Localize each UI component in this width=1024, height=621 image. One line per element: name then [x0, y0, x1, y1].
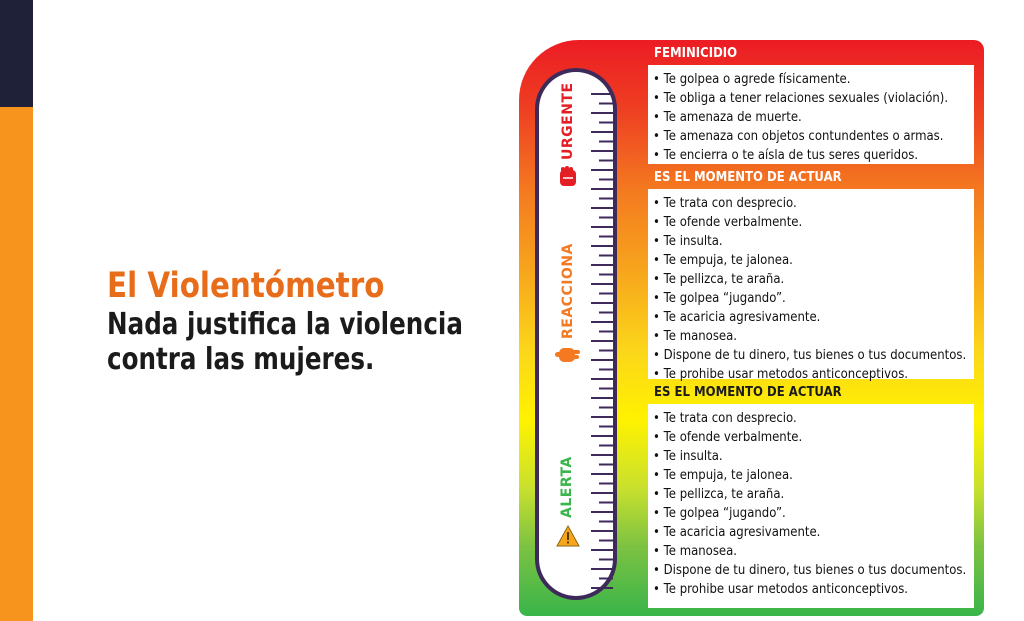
list-item: • Te trata con desprecio.: [653, 411, 797, 426]
list-item: • Te ofende verbalmente.: [653, 430, 803, 445]
list-item: • Te prohibe usar metodos anticonceptivos.: [653, 367, 909, 382]
headline-block: [107, 265, 507, 377]
list-item: • Te golpea o agrede físicamente.: [653, 72, 851, 87]
list-item: • Te pellizca, te araña.: [653, 487, 785, 502]
list-feminicidio: [648, 65, 974, 164]
list-item: • Te acaricia agresivamente.: [653, 525, 821, 540]
fist-icon: [557, 164, 579, 190]
list-item: • Dispone de tu dinero, tus bienes o tus documentos.: [653, 563, 967, 578]
gauge-label-reacciona: REACCIONA: [560, 243, 576, 339]
list-item: • Te golpea “jugando”.: [653, 291, 786, 306]
list-item: • Te manosea.: [653, 329, 738, 344]
list-item: • Te empuja, te jalonea.: [653, 468, 793, 483]
list-actuar-2: [648, 404, 974, 608]
headline-line-2: contra las mujeres.: [107, 342, 375, 377]
gauge-label-alerta: ALERTA: [559, 456, 575, 518]
list-item: • Te insulta.: [653, 449, 723, 464]
list-item: • Te encierra o te aísla de tus seres queridos.: [653, 148, 919, 163]
hand-icon: [555, 344, 581, 366]
list-item: • Te amenaza de muerte.: [653, 110, 802, 125]
list-item: • Te ofende verbalmente.: [653, 215, 803, 230]
section-heading-actuar-2: ES EL MOMENTO DE ACTUAR: [654, 385, 842, 400]
section-heading-feminicidio: FEMINICIDIO: [654, 46, 738, 61]
headline-line-1: Nada justifica la violencia: [107, 307, 463, 342]
list-item: • Te obliga a tener relaciones sexuales (violación).: [653, 91, 949, 106]
warning-icon: [556, 524, 580, 548]
list-item: • Dispone de tu dinero, tus bienes o tus documentos.: [653, 348, 967, 363]
left-accent-bar-dark: [0, 0, 33, 107]
headline-title: El Violentómetro: [107, 266, 385, 306]
section-heading-actuar-1: ES EL MOMENTO DE ACTUAR: [654, 170, 842, 185]
gauge-label-urgente: URGENTE: [560, 82, 576, 160]
list-item: • Te golpea “jugando”.: [653, 506, 786, 521]
list-item: • Te trata con desprecio.: [653, 196, 797, 211]
list-item: • Te amenaza con objetos contundentes o armas.: [653, 129, 944, 144]
list-item: • Te prohibe usar metodos anticonceptivos.: [653, 582, 909, 597]
left-accent-bar-orange: [0, 107, 33, 621]
violentometro-panel: [519, 40, 984, 616]
list-item: • Te insulta.: [653, 234, 723, 249]
list-item: • Te manosea.: [653, 544, 738, 559]
list-item: • Te pellizca, te araña.: [653, 272, 785, 287]
list-actuar-1: [648, 189, 974, 382]
list-item: • Te empuja, te jalonea.: [653, 253, 793, 268]
list-item: • Te acaricia agresivamente.: [653, 310, 821, 325]
